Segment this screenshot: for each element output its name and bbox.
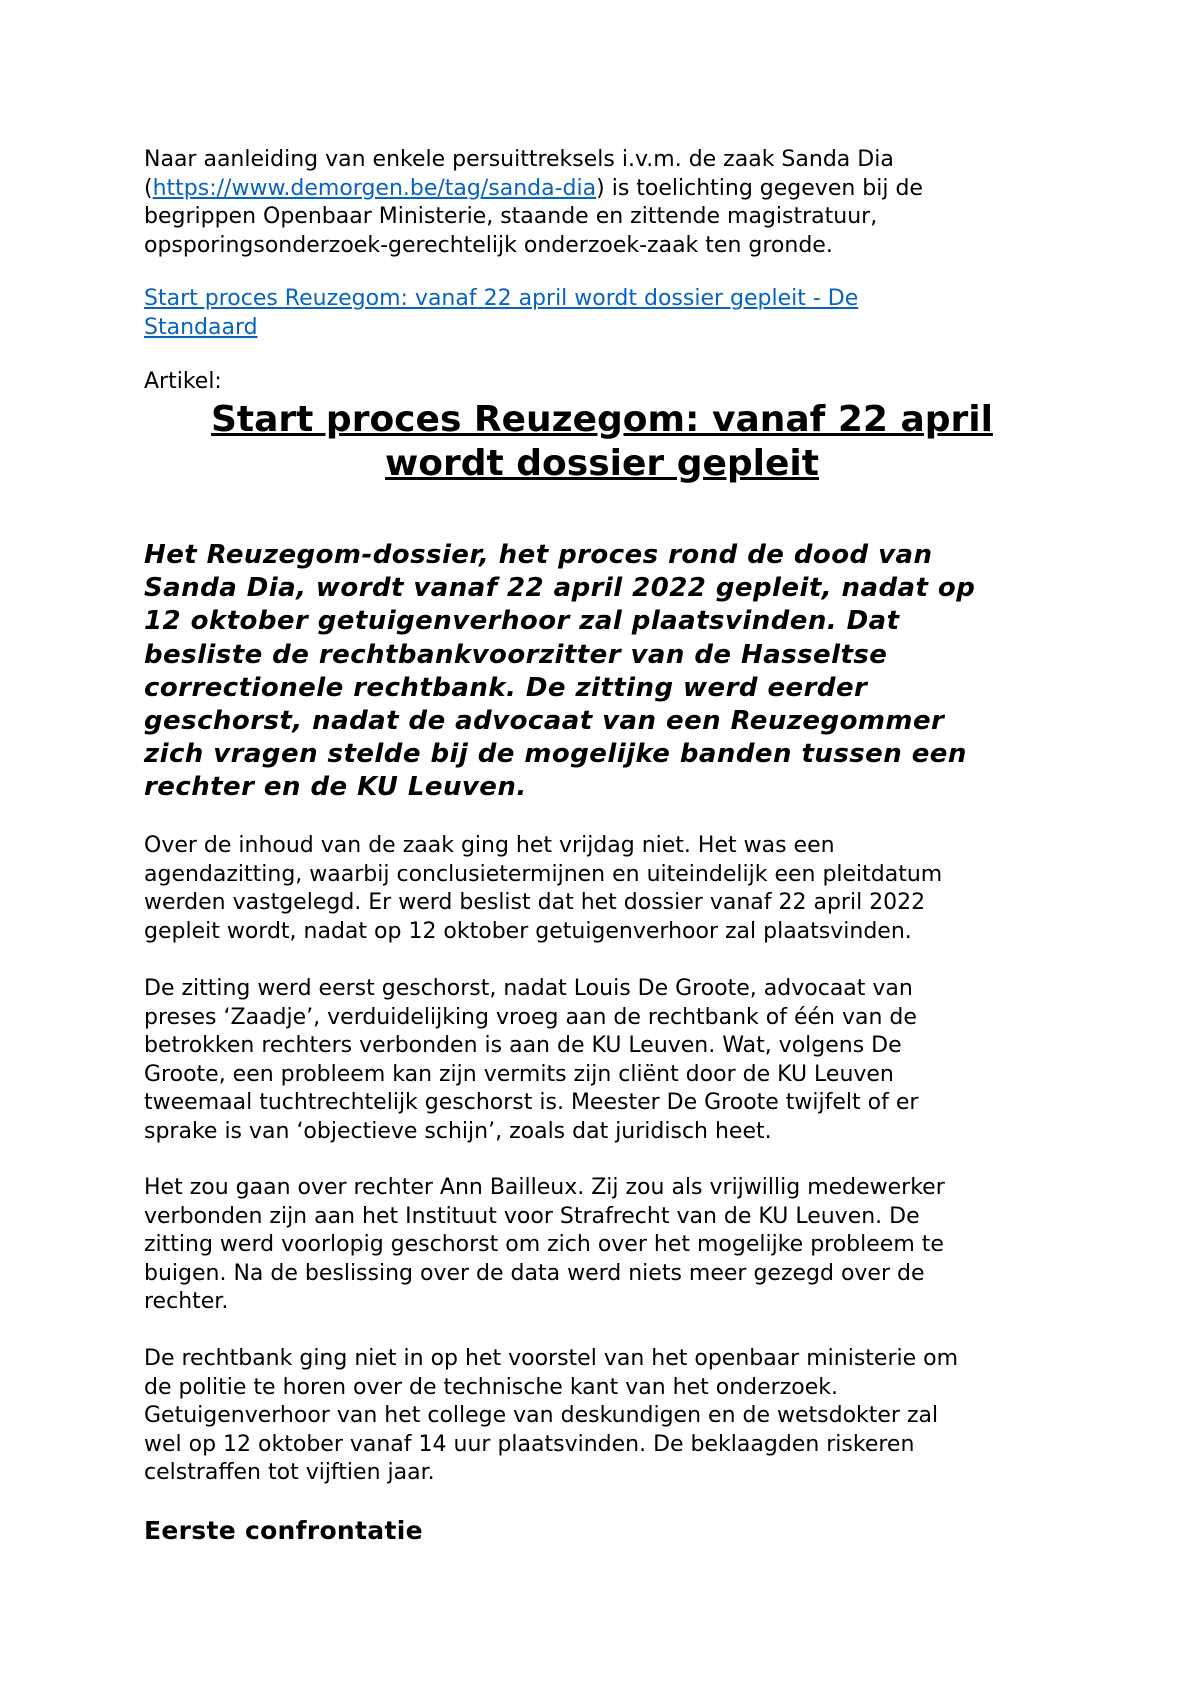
intro-line (144, 175, 1084, 204)
paren-open: ( (144, 175, 153, 201)
body-paragraph (144, 975, 1084, 1146)
lead-line: zich vragen stelde bij de mogelijke banden tussen een (144, 739, 967, 770)
body-line: rechter. (144, 1289, 229, 1314)
body-paragraph (144, 832, 1084, 946)
intro-line: Naar aanleiding van enkele persuittreksels i.v.m. de zaak Sanda Dia (144, 147, 894, 172)
intro-line: begrippen Openbaar Ministerie, staande en zittende magistratuur, (144, 204, 878, 230)
body-line: preses ‘Zaadje’, verduidelijking vroeg aan de rechtbank of één van de (144, 1004, 917, 1030)
title-line: Start proces Reuzegom: vanaf 22 april (211, 399, 993, 440)
body-paragraph (144, 1345, 1084, 1488)
body-paragraph (144, 1174, 1084, 1317)
body-line: De rechtbank ging niet in op het voorstel van het openbaar ministerie om (144, 1346, 959, 1371)
body-line: Over de inhoud van de zaak ging het vrijdag niet. Het was een (144, 833, 835, 858)
lead-line: rechter en de KU Leuven. (144, 772, 527, 803)
body-line: werden vastgelegd. Er werd beslist dat het dossier vanaf 22 april 2022 (144, 890, 926, 915)
source-link-line[interactable]: Start proces Reuzegom: vanaf 22 april wordt dossier gepleit - De (144, 286, 859, 311)
intro-paragraph (144, 146, 1084, 260)
source-article-link[interactable] (144, 285, 1084, 342)
lead-line: Het Reuzegom-dossier, het proces rond de dood van (144, 540, 933, 570)
body-line: Getuigenverhoor van het college van deskundigen en de wetsdokter zal (144, 1403, 939, 1428)
article-label: Artikel: (144, 369, 222, 394)
body-line: Groote, een probleem kan zijn vermits zijn cliënt door de KU Leuven (144, 1061, 894, 1087)
body-line: gepleit wordt, nadat op 12 oktober getuigenverhoor zal plaatsvinden. (144, 918, 912, 944)
body-line: wel op 12 oktober vanaf 14 uur plaatsvinden. De beklaagden riskeren (144, 1431, 915, 1457)
body-line: sprake is van ‘objectieve schijn’, zoals dat juridisch heet. (144, 1118, 772, 1144)
title-line: wordt dossier gepleit (385, 443, 819, 484)
lead-line: 12 oktober getuigenverhoor zal plaatsvinden. Dat (144, 606, 900, 637)
body-line: De zitting werd eerst geschorst, nadat Louis De Groote, advocaat van (144, 976, 913, 1001)
source-link-line[interactable]: Standaard (144, 314, 258, 340)
body-line: de politie te horen over de technische kant van het onderzoek. (144, 1374, 838, 1400)
body-line: zitting werd voorlopig geschorst om zich over het mogelijke probleem te (144, 1232, 944, 1257)
demorgen-link[interactable]: https://www.demorgen.be/tag/sanda-dia (152, 175, 597, 201)
section-heading: Eerste confrontatie (144, 1516, 423, 1545)
body-line: verbonden zijn aan het Instituut voor Strafrecht van de KU Leuven. De (144, 1203, 920, 1229)
lead-line: besliste de rechtbankvoorzitter van de Hasseltse (144, 639, 888, 670)
body-line: celstraffen tot vijftien jaar. (144, 1460, 435, 1485)
body-line: agendazitting, waarbij conclusietermijnen en uiteindelijk een pleitdatum (144, 861, 943, 887)
lead-line: geschorst, nadat de advocaat van een Reuzegommer (144, 706, 945, 737)
lead-line: Sanda Dia, wordt vanaf 22 april 2022 gepleit, nadat op (144, 573, 976, 604)
body-line: betrokken rechters verbonden is aan de KU Leuven. Wat, volgens De (144, 1033, 902, 1058)
intro-line-rest: ) is toelichting gegeven bij de (596, 175, 923, 201)
body-line: tweemaal tuchtrechtelijk geschorst is. Meester De Groote twijfelt of er (144, 1090, 919, 1115)
body-line: Het zou gaan over rechter Ann Bailleux. Zij zou als vrijwillig medewerker (144, 1175, 945, 1200)
article-title (144, 398, 1060, 486)
lead-paragraph (144, 539, 1084, 805)
lead-line: correctionele rechtbank. De zitting werd eerder (144, 672, 868, 703)
body-line: buigen. Na de beslissing over de data werd niets meer gezegd over de (144, 1260, 925, 1286)
intro-line: opsporingsonderzoek-gerechtelijk onderzoek-zaak ten gronde. (144, 232, 833, 258)
